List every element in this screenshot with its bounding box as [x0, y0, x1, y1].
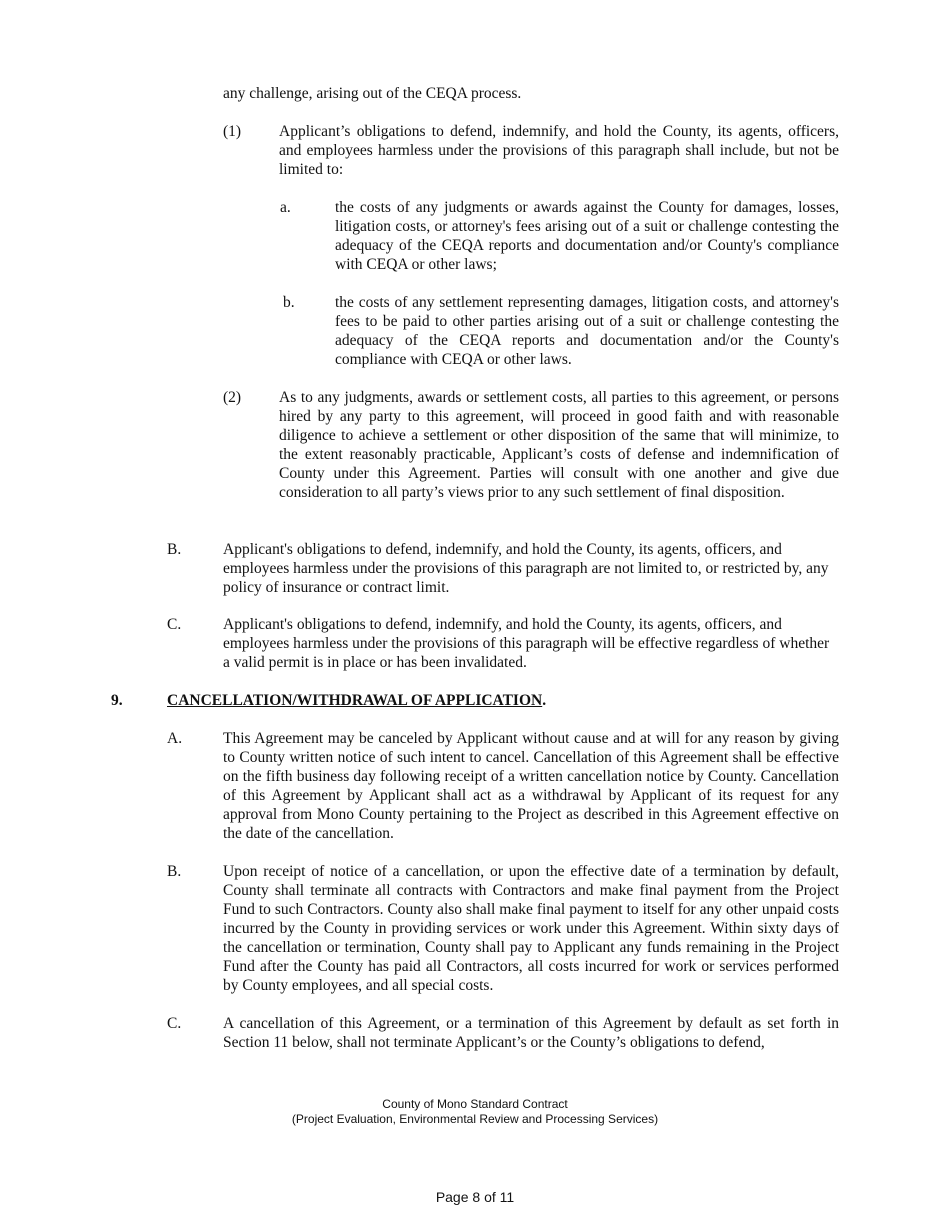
item-c-label: C.	[167, 616, 182, 633]
section-9-b-label: B.	[167, 863, 182, 880]
section-9-a-label: A.	[167, 730, 183, 747]
item-c-text: Applicant's obligations to defend, indemnify, and hold the County, its agents, officers, and employees harmless under the provisions of this paragraph will be effective regardless of whether a valid permit is in place or has been invalidated.	[223, 616, 830, 671]
section-9-b-text: Upon receipt of notice of a cancellation, or upon the effective date of a termination by default, County shall terminate all contracts with Contractors and make final payment from the Project Fund to such Contractors. County also shall make final payment to itself for any other unpaid costs incurred by the County in providing services or work under this Agreement. Within sixty days of the cancellation or termination, County shall pay to Applicant any funds remaining in the Project Fund after the County has paid all Contractors, all costs incurred for work or services performed by County employees, and all special costs.	[223, 863, 839, 994]
item-2-text: As to any judgments, awards or settlement costs, all parties to this agreement, or persons hired by any party to this agreement, will proceed in good faith and with reasonable diligence to achieve a settlement or other disposition of the same that will minimize, to the extent reasonably practicable, Applicant’s costs of defense and indemnification of County under this Agreement. Parties will consult with one another and give due consideration to all party’s views prior to any such settlement of final disposition.	[279, 389, 839, 501]
item-1-text: Applicant’s obligations to defend, indemnify, and hold the County, its agents, officers, and employees harmless under the provisions of this paragraph shall include, but not be limited to:	[279, 123, 839, 178]
item-1b-label: b.	[283, 294, 295, 311]
section-9-c-label: C.	[167, 1015, 182, 1032]
section-9-title: CANCELLATION/WITHDRAWAL OF APPLICATION	[167, 692, 543, 709]
section-9-title-punct: .	[542, 692, 547, 709]
page-number: Page 8 of 11	[435, 1189, 515, 1205]
continuation-text: any challenge, arising out of the CEQA process.	[223, 85, 522, 102]
item-2-label: (2)	[223, 389, 242, 406]
item-b-label: B.	[167, 541, 182, 558]
section-9-heading	[167, 691, 546, 710]
item-1a-label: a.	[280, 199, 291, 216]
section-9-c-text: A cancellation of this Agreement, or a termination of this Agreement by default as set forth in Section 11 below, shall not terminate Applicant’s or the County’s obligations to defend,	[223, 1015, 839, 1051]
footer-line-1: County of Mono Standard Contract	[382, 1097, 568, 1111]
item-1a-text: the costs of any judgments or awards against the County for damages, losses, litigation costs, or attorney's fees arising out of a suit or challenge contesting the adequacy of the CEQA reports and documentation and/or County's compliance with CEQA or other laws;	[335, 199, 839, 273]
section-9-a-text: This Agreement may be canceled by Applicant without cause and at will for any reason by giving to County written notice of such intent to cancel. Cancellation of this Agreement shall be effective on the fifth business day following receipt of a written cancellation notice by County. Cancellation of this Agreement by Applicant shall act as a withdrawal by Applicant of its request for any approval from Mono County pertaining to the Project as described in this Agreement effective on the date of the cancellation.	[223, 730, 839, 842]
item-b-text: Applicant's obligations to defend, indemnify, and hold the County, its agents, officers, and employees harmless under the provisions of this paragraph are not limited to, or restricted by, any policy of insurance or contract limit.	[223, 541, 829, 596]
section-9-number: 9.	[111, 692, 123, 709]
footer-line-2: (Project Evaluation, Environmental Review and Processing Services)	[291, 1112, 659, 1126]
item-1b-text: the costs of any settlement representing damages, litigation costs, and attorney's fees to be paid to other parties arising out of a suit or challenge contesting the adequacy of the CEQA reports and documentation and/or the County's compliance with CEQA or other laws.	[335, 294, 839, 368]
item-1-label: (1)	[223, 123, 242, 140]
